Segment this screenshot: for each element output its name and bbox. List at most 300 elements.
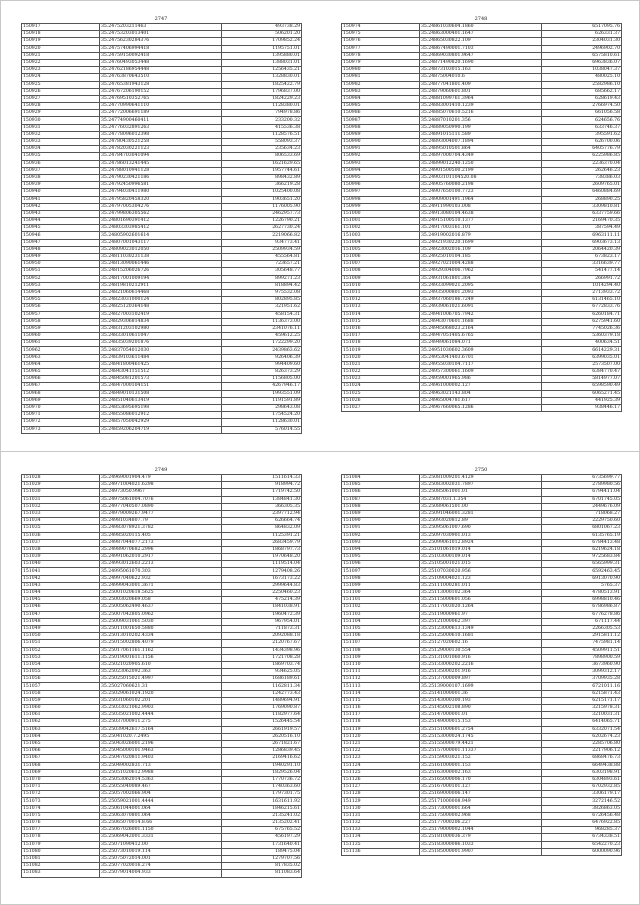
cell-id: 150962 xyxy=(22,347,100,354)
cell-id: 151003 xyxy=(342,232,420,239)
cell-id: 150991 xyxy=(342,146,420,153)
cell-coordinate: 35.24769510352765 xyxy=(100,95,222,102)
cell-coordinate: 35.24971004021.6298 xyxy=(100,482,222,489)
cell-value: 2449676.09 xyxy=(542,503,622,510)
cell-id: 151108 xyxy=(342,647,420,654)
table-row xyxy=(22,268,302,275)
cell-id: 150929 xyxy=(22,110,100,117)
table-row xyxy=(342,38,622,45)
table-row xyxy=(22,426,302,433)
cell-id: 150917 xyxy=(22,24,100,31)
cell-value: 6649438.88 xyxy=(542,762,622,769)
cell-coordinate: 35.25005062490.4637 xyxy=(100,604,222,611)
table-row xyxy=(342,554,622,561)
cell-value: 2229750.60 xyxy=(542,518,622,525)
cell-coordinate: 35.24915100510.1377 xyxy=(420,218,542,225)
table-row xyxy=(22,827,302,834)
cell-coordinate: 35.24899012240.1250 xyxy=(420,160,542,167)
cell-coordinate: 35.24953041403.6701 xyxy=(420,354,542,361)
cell-coordinate: 35.24965004781.617 xyxy=(420,397,542,404)
cell-value: 4509911.51 xyxy=(542,647,622,654)
cell-coordinate: 35.25111000281.011 xyxy=(420,582,542,589)
cell-value: 268890.25 xyxy=(542,196,622,203)
table-row xyxy=(22,633,302,640)
cell-id: 151078 xyxy=(22,834,100,841)
cell-coordinate: 35.24851040613419 xyxy=(100,397,222,404)
cell-id: 151130 xyxy=(342,805,420,812)
cell-value: 1631611.92 xyxy=(222,798,302,805)
cell-coordinate: 35.24999043001.3671 xyxy=(100,582,222,589)
cell-id: 151047 xyxy=(22,611,100,618)
table-row xyxy=(22,218,302,225)
cell-value: 6135765.19 xyxy=(542,532,622,539)
cell-coordinate: 35.25039042617.5164 xyxy=(100,726,222,733)
table-row xyxy=(342,798,622,805)
cell-coordinate: 35.24895010501.864 xyxy=(420,146,542,153)
cell-id: 150981 xyxy=(342,74,420,81)
cell-id: 151087 xyxy=(342,496,420,503)
cell-id: 151097 xyxy=(342,568,420,575)
cell-coordinate: 35.25185000001.9907 xyxy=(420,848,542,855)
cell-value: 1125391.21 xyxy=(222,532,302,539)
table-row xyxy=(22,239,302,246)
cell-value: 441925.39 xyxy=(542,397,622,404)
cell-id: 151020 xyxy=(342,354,420,361)
cell-id: 150957 xyxy=(22,311,100,318)
cell-id: 150986 xyxy=(342,110,420,117)
cell-coordinate: 35.25161000001.153 xyxy=(420,762,542,769)
table-row xyxy=(342,275,622,282)
section-2749 xyxy=(21,466,301,878)
cell-value: 6598590.49 xyxy=(542,383,622,390)
cell-value: 1156805.00 xyxy=(222,376,302,383)
table-row xyxy=(342,791,622,798)
cell-coordinate: 35.25121000062.397 xyxy=(420,618,542,625)
table-row xyxy=(22,167,302,174)
cell-value: 1119514.04 xyxy=(222,561,302,568)
table-row xyxy=(22,38,302,45)
cell-coordinate: 35.24939061021.6091 xyxy=(420,304,542,311)
coordinate-table xyxy=(21,474,302,878)
cell-coordinate: 35.25025015021.4997 xyxy=(100,676,222,683)
cell-id: 151049 xyxy=(22,625,100,632)
cell-id: 151039 xyxy=(22,554,100,561)
cell-value: 6399035.01 xyxy=(542,354,622,361)
table-row xyxy=(342,282,622,289)
cell-coordinate: 35.25033021062.9903 xyxy=(100,705,222,712)
cell-value: 6384770.47 xyxy=(542,369,622,376)
cell-coordinate: 35.25181000036.379 xyxy=(420,834,542,841)
table-row xyxy=(342,74,622,81)
cell-id: 151052 xyxy=(22,647,100,654)
cell-coordinate: 35.24835039201876 xyxy=(100,340,222,347)
cell-id: 151041 xyxy=(22,568,100,575)
cell-id: 151079 xyxy=(22,841,100,848)
cell-id: 151031 xyxy=(22,496,100,503)
table-row xyxy=(22,539,302,546)
table-row xyxy=(342,697,622,704)
table-row xyxy=(342,654,622,661)
table-row xyxy=(342,347,622,354)
table-row xyxy=(342,676,622,683)
cell-value: 6868476.73 xyxy=(542,755,622,762)
cell-id: 150928 xyxy=(22,103,100,110)
cell-id: 151080 xyxy=(22,848,100,855)
cell-value: 826373.29 xyxy=(222,369,302,376)
cell-value: 6801067.23 xyxy=(542,525,622,532)
cell-value: 9725683.84 xyxy=(542,554,622,561)
table-row xyxy=(342,67,622,74)
table-row xyxy=(22,59,302,66)
cell-value: 6726456.48 xyxy=(542,812,622,819)
cell-value: 4267946.17 xyxy=(222,383,302,390)
cell-coordinate: 35.24859206204719 xyxy=(100,426,222,433)
cell-value: 6794411.04 xyxy=(542,489,622,496)
table-row xyxy=(22,755,302,762)
cell-coordinate: 35.25017061161.1162 xyxy=(100,647,222,654)
cell-coordinate: 35.25095061007.690 xyxy=(420,525,542,532)
cell-id: 151061 xyxy=(22,712,100,719)
cell-coordinate: 35.25081009201.4129 xyxy=(420,475,542,482)
cell-coordinate: 35.24782030221123 xyxy=(100,146,222,153)
table-row xyxy=(342,618,622,625)
table-row xyxy=(22,575,302,582)
table-row xyxy=(342,225,622,232)
cell-id: 150955 xyxy=(22,297,100,304)
cell-value: 1395880.01 xyxy=(222,52,302,59)
table-row xyxy=(22,376,302,383)
table-row xyxy=(22,841,302,848)
cell-id: 151034 xyxy=(22,518,100,525)
cell-id: 150965 xyxy=(22,369,100,376)
cell-value: 626664.74 xyxy=(222,518,302,525)
cell-id: 150924 xyxy=(22,74,100,81)
cell-value: 1242773.43 xyxy=(222,690,302,697)
cell-id: 151134 xyxy=(342,834,420,841)
cell-id: 151132 xyxy=(342,820,420,827)
cell-coordinate: 35.24831203102980 xyxy=(100,325,222,332)
coordinate-table xyxy=(341,23,622,412)
table-row xyxy=(22,189,302,196)
cell-coordinate: 35.25169000006.147 xyxy=(420,791,542,798)
cell-coordinate: 35.25023062092.363 xyxy=(100,669,222,676)
cell-coordinate: 35.25091046001.3281 xyxy=(420,510,542,517)
cell-id: 151066 xyxy=(22,748,100,755)
cell-id: 150950 xyxy=(22,261,100,268)
cell-coordinate: 35.25119000961.97 xyxy=(420,611,542,618)
cell-value: 1014294.40 xyxy=(542,282,622,289)
cell-coordinate: 35.25079014004.933 xyxy=(100,870,222,877)
cell-coordinate: 35.25019001611.1156 xyxy=(100,654,222,661)
table-row xyxy=(342,733,622,740)
cell-id: 151083 xyxy=(22,870,100,877)
table-row xyxy=(22,604,302,611)
table-row xyxy=(342,748,622,755)
table-row xyxy=(22,669,302,676)
cell-coordinate: 35.24829306814834 xyxy=(100,318,222,325)
cell-coordinate: 35.25067026001.1150 xyxy=(100,827,222,834)
cell-value: 975532.08 xyxy=(222,289,302,296)
cell-id: 151014 xyxy=(342,311,420,318)
cell-value: 6721011.16 xyxy=(542,683,622,690)
cell-id: 150992 xyxy=(342,153,420,160)
cell-value: 576014.55 xyxy=(222,426,302,433)
cell-coordinate: 35.25105001021.015 xyxy=(420,561,542,568)
cell-coordinate: 35.24949061084.071 xyxy=(420,340,542,347)
cell-coordinate: 35.25123000613.1349 xyxy=(420,625,542,632)
cell-id: 151023 xyxy=(342,376,420,383)
cell-value: 673823.17 xyxy=(542,254,622,261)
cell-coordinate: 35.25051020612.9988 xyxy=(100,769,222,776)
table-row xyxy=(22,848,302,855)
table-row xyxy=(22,726,302,733)
table-row xyxy=(22,791,302,798)
cell-value: 415536.38 xyxy=(222,124,302,131)
cell-coordinate: 35.24813090061446 xyxy=(100,261,222,268)
cell-coordinate: 35.25065070014.8.66 xyxy=(100,820,222,827)
cell-coordinate: 35.25113000102.364 xyxy=(420,590,542,597)
cell-value: 4780513.91 xyxy=(542,590,622,597)
table-row xyxy=(342,568,622,575)
cell-value: 2092088.18 xyxy=(222,633,302,640)
cell-coordinate: 35.24757406994418 xyxy=(100,45,222,52)
cell-value: 711873.31 xyxy=(222,625,302,632)
cell-value: 811083.64 xyxy=(222,870,302,877)
cell-value: 2236370.04 xyxy=(542,160,622,167)
cell-value: 1226790.21 xyxy=(222,218,302,225)
table-row xyxy=(22,705,302,712)
cell-coordinate: 35.25177000206.227 xyxy=(420,820,542,827)
cell-coordinate: 35.24897000704.4349 xyxy=(420,153,542,160)
cell-id: 151058 xyxy=(22,690,100,697)
cell-coordinate: 35.24889050990.199 xyxy=(420,124,542,131)
cell-value: 2713933.72 xyxy=(542,289,622,296)
table-row xyxy=(22,611,302,618)
table-row xyxy=(342,805,622,812)
cell-coordinate: 35.25101061019.014 xyxy=(420,546,542,553)
cell-value: 685662.17 xyxy=(542,88,622,95)
table-row xyxy=(22,146,302,153)
cell-coordinate: 35.24969001904.479 xyxy=(100,475,222,482)
table-row xyxy=(342,297,622,304)
cell-id: 150975 xyxy=(342,31,420,38)
cell-id: 151073 xyxy=(22,798,100,805)
cell-id: 151038 xyxy=(22,546,100,553)
cell-value: 626700.06 xyxy=(542,139,622,146)
cell-coordinate: 35.24869030801.9647 xyxy=(420,52,542,59)
cell-value: 864832.09 xyxy=(222,525,302,532)
cell-id: 151112 xyxy=(342,676,420,683)
cell-value: 1709852.24 xyxy=(222,38,302,45)
cell-id: 151011 xyxy=(342,289,420,296)
cell-id: 150948 xyxy=(22,246,100,253)
cell-id: 150993 xyxy=(342,160,420,167)
cell-value: 2135202.41 xyxy=(222,820,302,827)
table-row xyxy=(22,361,302,368)
cell-value: 2582986.10 xyxy=(542,81,622,88)
cell-id: 151018 xyxy=(342,340,420,347)
cell-coordinate: 35.24951030602.3609 xyxy=(420,347,542,354)
table-row xyxy=(342,182,622,189)
cell-id: 150999 xyxy=(342,203,420,210)
cell-coordinate: 35.25049002831.713 xyxy=(100,762,222,769)
cell-value: 3215978.31 xyxy=(542,705,622,712)
cell-id: 150947 xyxy=(22,239,100,246)
table-row xyxy=(342,203,622,210)
cell-id: 151010 xyxy=(342,282,420,289)
cell-coordinate: 35.25061044001.064 xyxy=(100,805,222,812)
cell-id: 150978 xyxy=(342,52,420,59)
cell-value: 2266305.53 xyxy=(542,625,622,632)
cell-value: 738386.03 xyxy=(542,174,622,181)
cell-id: 151036 xyxy=(22,532,100,539)
cell-coordinate: 35.25089061501.00 xyxy=(420,503,542,510)
cell-value: 1434398.96 xyxy=(222,647,302,654)
table-row xyxy=(22,769,302,776)
table-row xyxy=(22,261,302,268)
cell-value: 1970648.20 xyxy=(222,554,302,561)
cell-coordinate: 35.24973050.9967 xyxy=(100,489,222,496)
cell-value: 6065271.45 xyxy=(542,390,622,397)
table-row xyxy=(22,855,302,862)
cell-id: 151016 xyxy=(342,325,420,332)
cell-coordinate: 35.24855086012912 xyxy=(100,412,222,419)
cell-id: 150966 xyxy=(22,376,100,383)
cell-id: 150995 xyxy=(342,174,420,181)
cell-coordinate: 35.24883001410.1239 xyxy=(420,103,542,110)
cell-value: 1025400.08 xyxy=(222,189,302,196)
cell-coordinate: 35.24877041801.409 xyxy=(420,81,542,88)
cell-coordinate: 35.24861030604.1860 xyxy=(420,24,542,31)
cell-coordinate: 35.25053062014.5363 xyxy=(100,776,222,783)
cell-id: 151057 xyxy=(22,683,100,690)
cell-value: 6303198.91 xyxy=(542,769,622,776)
table-row xyxy=(342,333,622,340)
table-row xyxy=(342,268,622,275)
cell-coordinate: 35.25163000002.163 xyxy=(420,769,542,776)
table-row xyxy=(22,532,302,539)
table-row xyxy=(22,812,302,819)
cell-value: 2462957.73 xyxy=(222,210,302,217)
section-title: 2749 xyxy=(154,467,168,473)
cell-coordinate: 35.25135000201.916 xyxy=(420,669,542,676)
cell-coordinate: 35.25133000202.2216 xyxy=(420,661,542,668)
cell-coordinate: 35.25093020812.89 xyxy=(420,518,542,525)
table-row xyxy=(22,117,302,124)
cell-id: 150954 xyxy=(22,289,100,296)
cell-id: 151074 xyxy=(22,805,100,812)
cell-id: 151055 xyxy=(22,669,100,676)
table-row xyxy=(22,153,302,160)
cell-coordinate: 35.24841800461425 xyxy=(100,361,222,368)
cell-coordinate: 35.24983078921.3782 xyxy=(100,525,222,532)
table-row xyxy=(22,390,302,397)
cell-value: 6405776.79 xyxy=(542,146,622,153)
cell-value: 1846215.61 xyxy=(222,805,302,812)
cell-value: 3272146.52 xyxy=(542,798,622,805)
cell-value: 1740363.60 xyxy=(222,784,302,791)
cell-id: 151128 xyxy=(342,791,420,798)
table-row xyxy=(342,590,622,597)
cell-value: 6542270.23 xyxy=(542,841,622,848)
cell-value: 7898900.59 xyxy=(542,654,622,661)
cell-coordinate: 35.24837054012030 xyxy=(100,347,222,354)
cell-value: 262646.23 xyxy=(542,167,622,174)
table-row xyxy=(22,546,302,553)
cell-value: 1621629.65 xyxy=(222,160,302,167)
cell-coordinate: 35.25115000601.056 xyxy=(420,597,542,604)
cell-coordinate: 35.24873103015.163 xyxy=(420,67,542,74)
cell-value: 5765.37 xyxy=(542,582,622,589)
cell-id: 150949 xyxy=(22,254,100,261)
cell-id: 151106 xyxy=(342,633,420,640)
cell-coordinate: 35.25173000001.664 xyxy=(420,805,542,812)
cell-coordinate: 35.24849010131508 xyxy=(100,390,222,397)
cell-value: 926406.39 xyxy=(222,354,302,361)
cell-value: 506201.20 xyxy=(222,31,302,38)
cell-value: 6735699.77 xyxy=(542,475,622,482)
cell-coordinate: 35.24907650100.7723 xyxy=(420,189,542,196)
cell-coordinate: 35.25075072014.001 xyxy=(100,855,222,862)
table-row xyxy=(22,81,302,88)
cell-value: 480025.10 xyxy=(542,74,622,81)
cell-id: 151054 xyxy=(22,661,100,668)
cell-coordinate: 35.24772006691189 xyxy=(100,110,222,117)
cell-value: 6776278.86 xyxy=(542,611,622,618)
table-row xyxy=(22,254,302,261)
cell-value: 6784413.48 xyxy=(542,539,622,546)
cell-coordinate: 35.24935000801.2093 xyxy=(420,289,542,296)
table-row xyxy=(22,503,302,510)
cell-id: 151136 xyxy=(342,848,420,855)
cell-id: 151075 xyxy=(22,812,100,819)
cell-coordinate: 35.25073010019.114 xyxy=(100,848,222,855)
table-row xyxy=(22,124,302,131)
cell-id: 151019 xyxy=(342,347,420,354)
cell-coordinate: 35.25027060621.31 xyxy=(100,683,222,690)
cell-id: 151028 xyxy=(22,475,100,482)
table-row xyxy=(22,712,302,719)
cell-coordinate: 35.24770990641110 xyxy=(100,103,222,110)
cell-value: 1769090.87 xyxy=(222,705,302,712)
cell-id: 151116 xyxy=(342,705,420,712)
cell-coordinate: 35.25057002066.904 xyxy=(100,791,222,798)
cell-value: 2509934.59 xyxy=(222,246,302,253)
cell-value: 6734338.51 xyxy=(542,834,622,841)
cell-coordinate: 35.24827003102419 xyxy=(100,311,222,318)
section-2748 xyxy=(341,15,621,412)
cell-value: 2250460.23 xyxy=(222,590,302,597)
cell-coordinate: 35.24815206026726 xyxy=(100,268,222,275)
table-row xyxy=(342,117,622,124)
cell-coordinate: 35.24799806305562 xyxy=(100,210,222,217)
table-row xyxy=(22,419,302,426)
cell-value: 2999644.83 xyxy=(222,582,302,589)
cell-id: 150918 xyxy=(22,31,100,38)
cell-id: 150926 xyxy=(22,88,100,95)
cell-coordinate: 35.25077020016.274 xyxy=(100,863,222,870)
table-row xyxy=(22,597,302,604)
cell-id: 151071 xyxy=(22,784,100,791)
cell-value: 3709935.28 xyxy=(542,676,622,683)
table-row xyxy=(342,404,622,411)
cell-id: 151067 xyxy=(22,755,100,762)
cell-value: 1824229.23 xyxy=(222,95,302,102)
table-row xyxy=(22,397,302,404)
cell-value: 6260184.71 xyxy=(542,311,622,318)
cell-value: 2627730.24 xyxy=(222,225,302,232)
cell-id: 150994 xyxy=(342,167,420,174)
